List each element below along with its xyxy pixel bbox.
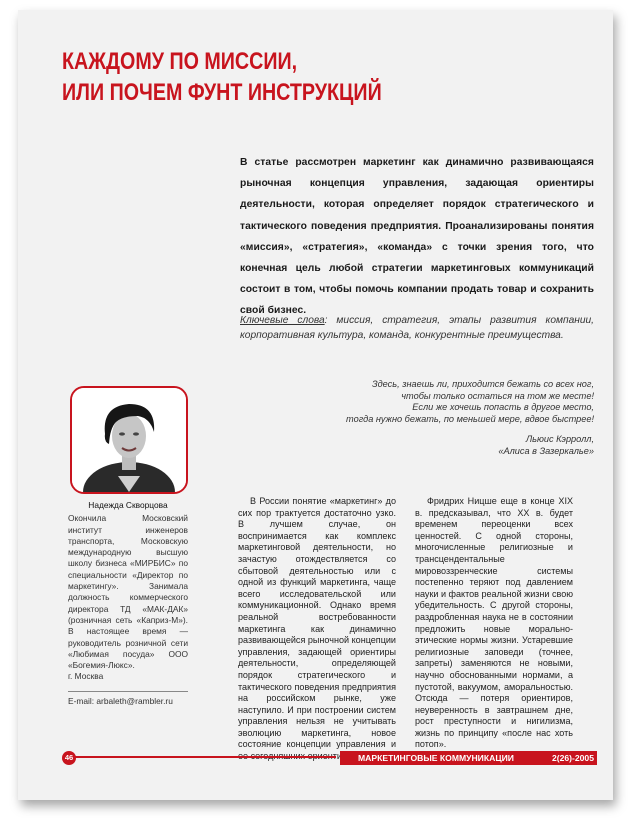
issue-number: 2(26)-2005	[551, 753, 594, 763]
body-column-2: Фридрих Ницше еще в конце XIX в. предсказывал, что XX в. будет временем переоценки всех ценностей. С одной стороны, многочисленные религиозные и трансцендентальные мировоззренческие системы постепенно теряют под давлением науки и фактов реальной жизни свою убедительность. С другой стороны, раздробленная наука не в состоянии предложить новые морально-этические нормы жизни. Устаревшие религиозные заповеди (точнее, запреты) заменяются не новыми, научно обоснованными нормами, а пустотой, вакуумом, аморальностью. Отсюда — потеря ориентиров, неуверенность в завтрашнем дне, рост преступности и нигилизма, жизнь по принципу «после нас хоть потоп».	[415, 496, 574, 750]
epigraph-line: чтобы только остаться на том же месте!	[401, 390, 594, 401]
footer-rule	[74, 756, 336, 758]
epigraph-source: «Алиса в Зазеркалье»	[498, 445, 594, 456]
page-number: 46	[62, 751, 76, 765]
page-footer	[62, 751, 597, 765]
author-city: г. Москва	[68, 671, 104, 682]
title-line-2: ИЛИ ПОЧЕМ ФУНТ ИНСТРУКЦИЙ	[62, 79, 382, 106]
keywords	[240, 313, 594, 343]
author-email: E-mail: arbaleth@rambler.ru	[68, 695, 173, 706]
journal-bar	[340, 751, 597, 765]
title-line-1: КАЖДОМУ ПО МИССИИ,	[62, 48, 298, 75]
journal-name: МАРКЕТИНГОВЫЕ КОММУНИКАЦИИ	[358, 753, 514, 763]
article-title	[62, 46, 382, 108]
portrait-image	[72, 388, 186, 492]
magazine-page	[18, 10, 613, 800]
author-info	[68, 500, 188, 707]
author-bio: Окончила Московский институт инженеров транспорта, Московскую международную высшую школу бизнеса «МИРБИС» по специальности «Директор по маркетингу». Занимала должность коммерческого директора ТД «МАК-ДАК» (розничная сеть «Каприз-М»). В настоящее время — руководитель розничной сети «Любимая посуда» ООО «Богемия-Люкс».	[68, 513, 188, 671]
body-column-1: В России понятие «маркетинг» до сих пор трактуется достаточно узко. В лучшем случае, он воспринимается как комплекс маркетинговой деятельности, но зачастую отождествляется со сбытовой деятельностью или с одной из функций маркетинга, чаще всего исследовательской или коммуникационной. Однако время реальной востребованности маркетинга как динамично развивающейся рыночной концепции управления, задающей ориентиры деятельности, определяющей порядок стратегического и тактического поведения предприятия на российском рынке, уже наступило. И при построении систем управления нельзя не учитывать эволюцию маркетинга, новое состояние концепции управления и	[238, 496, 396, 750]
author-divider	[68, 691, 188, 692]
author-photo	[70, 386, 188, 494]
author-name: Надежда Скворцова	[88, 500, 168, 510]
epigraph-line: Здесь, знаешь ли, приходится бежать со всех ног,	[371, 379, 594, 389]
article-abstract: В статье рассмотрен маркетинг как динамично развивающаяся рыночная концепция управления, задающая ориентиры деятельности, которая определяет порядок стратегического и тактического поведения предприятия. Проанализированы понятия «миссия», «стратегия», «команда» с точки зрения того, что конечная цель любой стратегии маркетинговых коммуникаций состоит в том, чтобы помочь компании продать товар и сохранить свой бизнес.	[240, 157, 594, 317]
epigraph	[298, 379, 594, 457]
keywords-label: Ключевые слова	[240, 315, 325, 326]
keywords-text: : миссия, стратегия, этапы развития компании, корпоративная культура, команда, конкурентные преимущества.	[240, 315, 595, 341]
epigraph-author: Льюис Кэрролл,	[525, 434, 594, 444]
epigraph-line: тогда нужно бежать, по меньшей мере, вдвое быстрее!	[346, 413, 594, 424]
epigraph-line: Если же хочешь попасть в другое место,	[412, 402, 594, 412]
